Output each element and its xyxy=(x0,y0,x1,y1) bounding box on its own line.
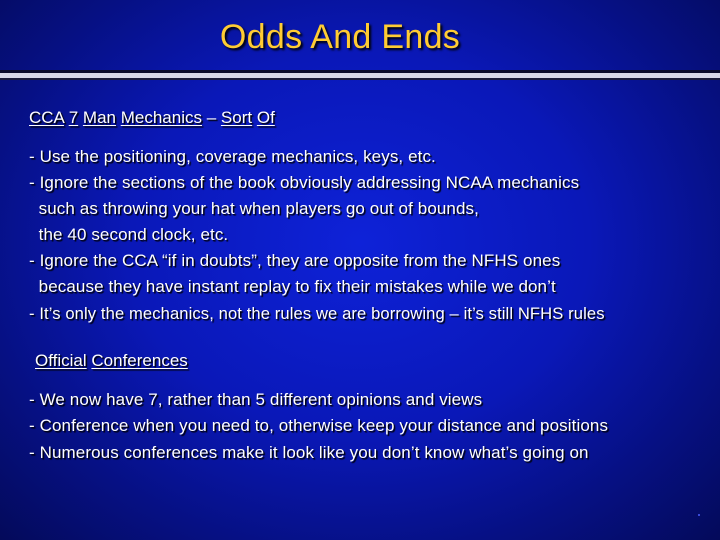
slide-title: Odds And Ends xyxy=(219,18,461,56)
bullet-line-continuation: the 40 second clock, etc. xyxy=(29,225,229,244)
bullet-line: - Ignore the sections of the book obviously addressing NCAA mechanics xyxy=(29,173,580,192)
heading-word: Man xyxy=(82,108,116,127)
heading-word: Conferences xyxy=(91,351,188,370)
heading-dash: – xyxy=(206,108,217,127)
decorative-dot xyxy=(698,514,700,516)
heading-word: 7 xyxy=(68,108,79,127)
bullet-line-continuation: such as throwing your hat when players go out of bounds, xyxy=(29,199,479,218)
bullet-line: - It’s only the mechanics, not the rules we are borrowing – it’s still NFHS rules xyxy=(29,304,605,323)
bullet-line: - Ignore the CCA “if in doubts”, they are opposite from the NFHS ones xyxy=(29,251,561,270)
bullet-line: - Conference when you need to, otherwise keep your distance and positions xyxy=(29,416,609,435)
title-divider-shadow xyxy=(0,78,720,80)
heading-word: Of xyxy=(256,108,275,127)
bullet-line: - We now have 7, rather than 5 different opinions and views xyxy=(29,390,483,409)
section-heading-cca-mechanics xyxy=(29,108,275,128)
heading-word: Official xyxy=(35,351,87,370)
bullet-line: - Numerous conferences make it look like you don’t know what’s going on xyxy=(29,443,589,462)
bullet-line: - Use the positioning, coverage mechanics, keys, etc. xyxy=(29,147,436,166)
bullet-line-continuation: because they have instant replay to fix their mistakes while we don’t xyxy=(29,277,556,296)
heading-word: Mechanics xyxy=(120,108,202,127)
heading-word: CCA xyxy=(29,108,64,127)
heading-word: Sort xyxy=(220,108,253,127)
section-heading-official-conferences xyxy=(35,351,188,371)
